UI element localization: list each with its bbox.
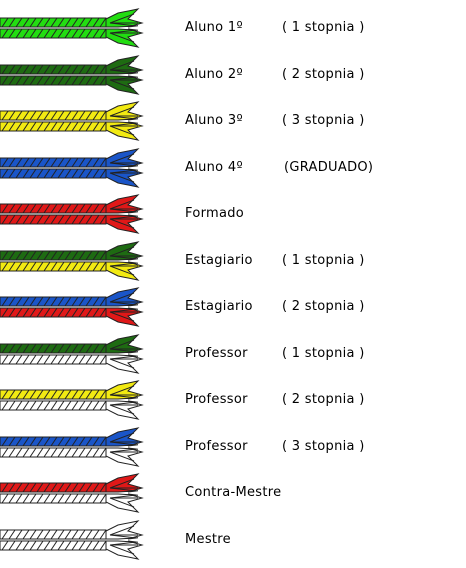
cord-strand (0, 251, 106, 260)
cord-tassel (106, 448, 142, 466)
cord-strand (0, 494, 106, 503)
cord-strand (0, 530, 106, 539)
cord-icon (0, 287, 146, 327)
cord-tassel (106, 215, 142, 233)
cord-strand (0, 297, 106, 306)
cord-strand (0, 448, 106, 457)
rank-grade: ( 1 stopnia ) (282, 253, 365, 268)
cord-tassel (106, 381, 142, 399)
rank-row (0, 8, 466, 48)
cord-tassel (106, 355, 142, 373)
cord-strand (0, 76, 106, 85)
cord-strand (0, 204, 106, 213)
rank-label: Formado (185, 206, 245, 221)
rank-row (0, 520, 466, 560)
cord-icon (0, 520, 146, 560)
cord-icon (0, 8, 146, 48)
rank-grade: (GRADUADO) (284, 160, 374, 175)
cord-tassel (106, 102, 142, 120)
cord-strand (0, 122, 106, 131)
cord-tassel (106, 242, 142, 260)
cord-tassel (106, 474, 142, 492)
cord-strand (0, 541, 106, 550)
cord-strand (0, 18, 106, 27)
rank-row (0, 241, 466, 281)
rank-row (0, 380, 466, 420)
rank-label: Mestre (185, 532, 231, 547)
rank-row (0, 473, 466, 513)
rank-label: Aluno 3º (185, 113, 243, 128)
rank-row (0, 334, 466, 374)
cord-strand (0, 344, 106, 353)
cord-icon (0, 427, 146, 467)
cord-strand (0, 308, 106, 317)
cord-strand (0, 158, 106, 167)
rank-grade: ( 1 stopnia ) (282, 20, 365, 35)
rank-label: Professor (185, 392, 248, 407)
cord-icon (0, 334, 146, 374)
cord-tassel (106, 308, 142, 326)
rank-label: Professor (185, 346, 248, 361)
rank-row (0, 194, 466, 234)
cord-icon (0, 194, 146, 234)
cord-icon (0, 148, 146, 188)
cord-tassel (106, 521, 142, 539)
rank-label: Contra-Mestre (185, 485, 282, 500)
rank-label: Aluno 4º (185, 160, 243, 175)
cord-tassel (106, 29, 142, 47)
rank-grade: ( 2 stopnia ) (282, 392, 365, 407)
cord-tassel (106, 428, 142, 446)
rank-grade: ( 1 stopnia ) (282, 346, 365, 361)
cord-icon (0, 473, 146, 513)
rank-row (0, 148, 466, 188)
rank-grade: ( 2 stopnia ) (282, 299, 365, 314)
cord-icon (0, 380, 146, 420)
cord-tassel (106, 288, 142, 306)
cord-tassel (106, 401, 142, 419)
cord-strand (0, 355, 106, 364)
rank-grade: ( 3 stopnia ) (282, 439, 365, 454)
cord-tassel (106, 9, 142, 27)
cord-tassel (106, 56, 142, 74)
cord-tassel (106, 149, 142, 167)
rank-label: Professor (185, 439, 248, 454)
cord-strand (0, 215, 106, 224)
cord-strand (0, 483, 106, 492)
cord-icon (0, 55, 146, 95)
cord-tassel (106, 335, 142, 353)
cord-tassel (106, 195, 142, 213)
rank-row (0, 287, 466, 327)
cord-strand (0, 437, 106, 446)
rank-row (0, 101, 466, 141)
cord-tassel (106, 169, 142, 187)
cord-tassel (106, 122, 142, 140)
cord-tassel (106, 262, 142, 280)
rank-label: Aluno 2º (185, 67, 243, 82)
cord-strand (0, 169, 106, 178)
rank-row (0, 427, 466, 467)
cord-tassel (106, 494, 142, 512)
cord-strand (0, 111, 106, 120)
cord-strand (0, 29, 106, 38)
rank-label: Estagiario (185, 299, 253, 314)
rank-row (0, 55, 466, 95)
cord-tassel (106, 76, 142, 94)
cord-icon (0, 241, 146, 281)
cord-strand (0, 262, 106, 271)
cord-icon (0, 101, 146, 141)
rank-grade: ( 3 stopnia ) (282, 113, 365, 128)
cord-strand (0, 65, 106, 74)
cord-tassel (106, 541, 142, 559)
rank-grade: ( 2 stopnia ) (282, 67, 365, 82)
rank-label: Aluno 1º (185, 20, 243, 35)
cord-strand (0, 401, 106, 410)
rank-label: Estagiario (185, 253, 253, 268)
cord-strand (0, 390, 106, 399)
